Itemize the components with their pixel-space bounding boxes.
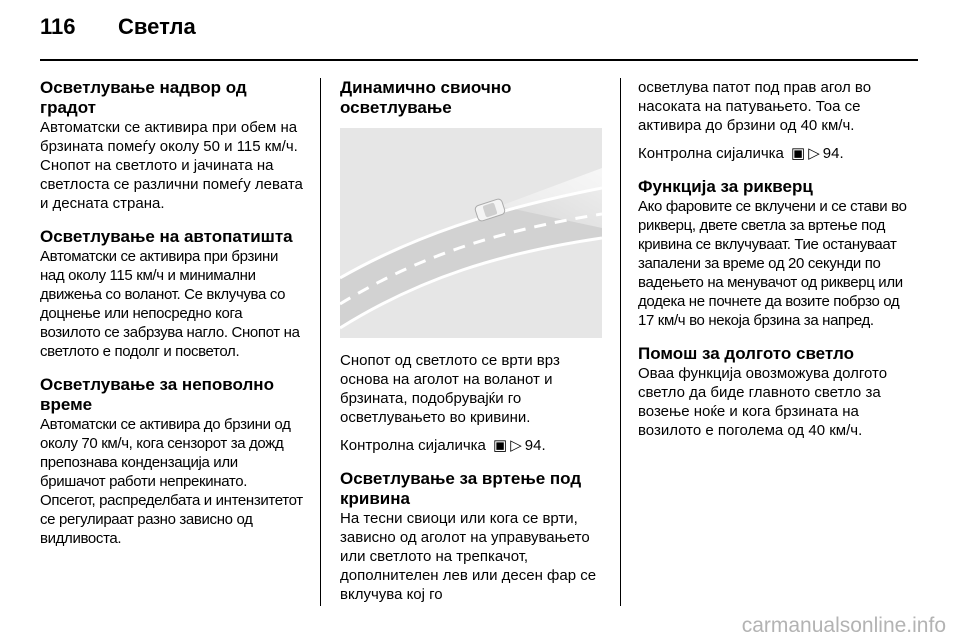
section-body-reverse-function: Ако фаровите се вклучени и се стави во рикверц, двете светла за вртење под кривина се вклучуваат. Тие остануваат запалени за време од 20 секунди по вадењето на менувачот од рикверц или додека не почнете да возите побрзо од 17 км/ч во некоја брзина за напред.: [638, 198, 907, 329]
section-title-cornering-light: Осветлување за вртење под кривина: [340, 469, 582, 508]
page-header: [40, 14, 196, 44]
indicator-icon: ▣: [788, 145, 809, 162]
road-curve-diagram: [340, 128, 602, 338]
page-reference-icon: ▷: [510, 437, 525, 454]
section-body-cornering-light-cont: осветлува патот под прав агол во насоката на патувањето. Тоа се активира до брзини од 40 км/ч.: [638, 79, 872, 134]
section-title-dynamic-lighting: Динамично свиочно осветлување: [340, 78, 512, 117]
section-title-motorway: Осветлување на автопатишта: [40, 227, 293, 246]
page-number: 116: [40, 14, 76, 39]
reference-prefix: Контролна сијаличка: [340, 437, 486, 454]
reference-page: 94.: [822, 145, 844, 162]
section-title-country: Осветлување надвор од градот: [40, 78, 247, 117]
section-title-reverse-function: Функција за рикверц: [638, 177, 813, 196]
section-title-high-beam-assist: Помош за долгото светло: [638, 344, 854, 363]
page-reference-icon: ▷: [808, 145, 823, 162]
control-light-reference: [340, 436, 604, 455]
section-body-high-beam-assist: Оваа функција овозможува долгото светло да биде главното светло за возење ноќе и кога брзината на возилото е поголема од 40 км/ч.: [638, 365, 888, 439]
column-3: [638, 78, 908, 440]
column-1: [40, 78, 306, 548]
reference-page: 94.: [524, 437, 546, 454]
column-divider-1: [320, 78, 321, 606]
section-body-cornering-light: На тесни свиоци или кога се врти, зависно од аголот на управувањето или светлото на трепкачот, дополнителен лев или десен фар се вклучува кој го: [340, 510, 597, 603]
control-light-reference-2: [638, 144, 908, 163]
watermark-text: carmanualsonline.info: [741, 614, 946, 637]
section-body-country: Автоматски се активира при обем на брзината помеѓу околу 50 и 115 км/ч. Снопот на светлото и јачината на светлоста се различни помеѓу левата и десната страна.: [40, 119, 303, 212]
section-body-bad-weather: Автоматски се активира до брзини од околу 70 км/ч, кога сензорот за дожд препознава кондензација или бришачот работи непрекинато. Опсегот, распределбата и интензитетот се регулираат разно зависно од видливоста.: [40, 416, 303, 547]
section-body-motorway: Автоматски се активира при брзини над околу 115 км/ч и минимални движења со воланот. Се вклучува со доцнење или непосредно кога возилото се забрзува нагло. Снопот на светлото е подолг и посветол.: [40, 248, 300, 360]
section-body-dynamic-lighting: Снопот од светлото се врти врз основа на аголот на воланот и брзината, подобрувајќи го осветлувањето во кривини.: [340, 352, 560, 426]
reference-prefix: Контролна сијаличка: [638, 145, 784, 162]
curve-lighting-illustration: [340, 128, 602, 338]
column-divider-2: [620, 78, 621, 606]
section-title-bad-weather: Осветлување за неповолно време: [40, 375, 274, 414]
indicator-icon: ▣: [490, 437, 511, 454]
chapter-title: Светла: [118, 14, 196, 39]
header-rule: [40, 59, 918, 61]
column-2: [340, 78, 604, 604]
